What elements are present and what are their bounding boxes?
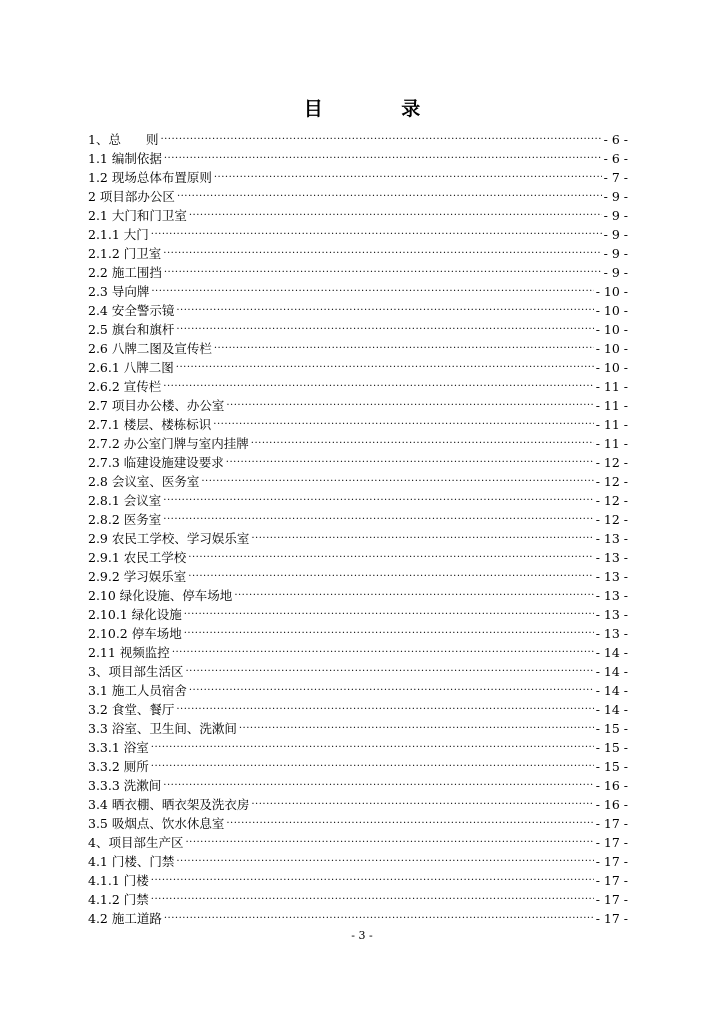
toc-entry-label: 2.1.1 大门 [88,227,149,242]
toc-entry-label: 2.9 农民工学校、学习娱乐室 [88,531,250,546]
toc-entry-page: - 14 - [595,702,628,717]
toc-entry-page: - 9 - [603,265,628,280]
toc-entry-label: 3.3.3 洗漱间 [88,778,162,793]
toc-entry[interactable] [88,372,628,394]
toc-entry-page: - 17 - [595,892,628,907]
toc-leader-dots [162,258,602,277]
toc-entry-page: - 11 - [595,417,628,432]
toc-entry-label: 2.7.1 楼层、楼栋标识 [88,417,212,432]
toc-entry-page: - 10 - [595,322,628,337]
toc-entry-page: - 7 - [603,170,628,185]
toc-entry-label: 4、项目部生产区 [88,835,184,850]
toc-entry-page: - 13 - [595,588,628,603]
toc-leader-dots [174,847,593,866]
toc-entry-label: 3.3.2 厕所 [88,759,149,774]
toc-entry-page: - 6 - [603,132,628,147]
toc-leader-dots [149,220,602,239]
toc-leader-dots [224,448,594,467]
toc-entry-label: 2.8.1 会议室 [88,493,162,508]
toc-entry-page: - 12 - [595,493,628,508]
toc-entry-label: 2.9.2 学习娱乐室 [88,569,187,584]
toc-entry-page: - 16 - [595,778,628,793]
toc-entry[interactable] [88,904,628,926]
toc-entry-label: 2.7.2 办公室门牌与室内挂牌 [88,436,249,451]
toc-entry-label: 3.4 晒衣棚、晒衣架及洗衣房 [88,797,250,812]
toc-entry-page: - 13 - [595,550,628,565]
toc-leader-dots [212,163,602,182]
toc-leader-dots [249,524,593,543]
toc-entry-label: 3.5 吸烟点、饮水休息室 [88,816,225,831]
toc-entry-page: - 14 - [595,664,628,679]
toc-entry-page: - 13 - [595,569,628,584]
toc-entry-label: 2.5 旗台和旗杆 [88,322,175,337]
toc-entry-label: 2.10 绿化设施、停车场地 [88,588,233,603]
toc-entry[interactable] [88,885,628,907]
page-number: - 3 - [351,929,373,942]
toc-entry-label: 3.2 食堂、餐厅 [88,702,175,717]
toc-entry[interactable] [88,733,628,755]
toc-entry-label: 1.1 编制依据 [88,151,162,166]
toc-leader-dots [237,714,594,733]
toc-leader-dots [149,885,594,904]
toc-entry-page: - 14 - [595,683,628,698]
toc-entry[interactable] [88,752,628,774]
toc-entry[interactable] [88,125,628,147]
toc-entry-page: - 9 - [603,208,628,223]
toc-entry-page: - 10 - [595,360,628,375]
toc-entry[interactable] [88,771,628,793]
toc-entry-label: 4.1.2 门禁 [88,892,149,907]
toc-leader-dots [174,695,593,714]
toc-leader-dots [199,467,593,486]
toc-entry-page: - 12 - [595,512,628,527]
toc-entry-page: - 11 - [595,379,628,394]
toc-entry-page: - 17 - [595,835,628,850]
toc-entry-page: - 15 - [595,740,628,755]
toc-leader-dots [175,182,602,201]
toc-entry-page: - 14 - [595,645,628,660]
toc-entry-page: - 12 - [595,474,628,489]
toc-entry-page: - 11 - [595,436,628,451]
toc-entry-label: 1.2 现场总体布置原则 [88,170,212,185]
toc-entry-label: 4.2 施工道路 [88,911,162,926]
toc-leader-dots [162,904,594,923]
toc-entry[interactable] [88,296,628,318]
toc-leader-dots [186,562,593,581]
toc-entry-label: 2.10.2 停车场地 [88,626,182,641]
toc-leader-dots [174,315,593,334]
toc-leader-dots [224,391,593,410]
toc-entry-page: - 17 - [595,854,628,869]
toc-entry-label: 3.1 施工人员宿舍 [88,683,187,698]
toc-leader-dots [174,353,594,372]
toc-leader-dots [182,619,594,638]
toc-leader-dots [187,676,594,695]
toc-entry-label: 3.3.1 浴室 [88,740,149,755]
toc-entry-label: 2 项目部办公区 [88,189,175,204]
toc-entry-label: 2.6.2 宣传栏 [88,379,162,394]
toc-entry-page: - 10 - [595,303,628,318]
toc-entry-page: - 13 - [595,531,628,546]
toc-leader-dots [186,543,593,562]
table-of-contents [88,125,628,926]
toc-entry-page: - 9 - [603,189,628,204]
toc-entry-page: - 10 - [595,341,628,356]
toc-leader-dots [158,125,601,144]
toc-entry[interactable] [88,144,628,166]
toc-entry-page: - 15 - [595,759,628,774]
toc-entry-label: 4.1.1 门楼 [88,873,149,888]
toc-entry-page: - 9 - [603,227,628,242]
toc-entry-page: - 15 - [595,721,628,736]
toc-entry-page: - 17 - [595,816,628,831]
toc-entry-label: 1、总 则 [88,132,159,147]
toc-entry[interactable] [88,277,628,299]
toc-leader-dots [161,486,593,505]
toc-leader-dots [183,657,593,676]
toc-entry-label: 2.11 视频监控 [88,645,170,660]
toc-entry-page: - 17 - [595,873,628,888]
toc-entry-label: 2.6.1 八牌二图 [88,360,174,375]
toc-entry-label: 2.6 八牌二图及宣传栏 [88,341,212,356]
toc-leader-dots [182,600,594,619]
toc-entry-label: 2.10.1 绿化设施 [88,607,182,622]
toc-entry[interactable] [88,790,628,812]
toc-entry[interactable] [88,391,628,413]
toc-entry-label: 2.7.3 临建设施建设要求 [88,455,224,470]
toc-leader-dots [161,771,593,790]
toc-leader-dots [249,790,593,809]
toc-entry[interactable] [88,505,628,527]
toc-entry[interactable] [88,524,628,546]
toc-entry-label: 2.8.2 医务室 [88,512,162,527]
toc-leader-dots [170,638,594,657]
toc-entry-label: 3、项目部生活区 [88,664,184,679]
toc-entry-page: - 11 - [595,398,628,413]
toc-entry[interactable] [88,638,628,660]
toc-entry-page: - 13 - [595,607,628,622]
toc-entry-label: 2.4 安全警示镜 [88,303,175,318]
toc-leader-dots [183,828,593,847]
toc-leader-dots [161,372,593,391]
toc-entry[interactable] [88,866,628,888]
toc-entry[interactable] [88,258,628,280]
page-title: 目 录 [303,98,457,120]
toc-leader-dots [149,752,594,771]
toc-leader-dots [211,410,593,429]
toc-leader-dots [224,809,593,828]
toc-entry-label: 2.7 项目办公楼、办公室 [88,398,225,413]
toc-entry-label: 2.1 大门和门卫室 [88,208,187,223]
toc-entry[interactable] [88,486,628,508]
toc-entry[interactable] [88,239,628,261]
toc-entry-label: 2.2 施工围挡 [88,265,162,280]
toc-entry-page: - 9 - [603,246,628,261]
toc-leader-dots [149,733,594,752]
toc-entry-label: 2.3 导向牌 [88,284,150,299]
toc-entry-page: - 16 - [595,797,628,812]
toc-entry-page: - 10 - [595,284,628,299]
toc-entry-label: 2.9.1 农民工学校 [88,550,187,565]
toc-entry-label: 2.8 会议室、医务室 [88,474,200,489]
toc-entry-label: 4.1 门楼、门禁 [88,854,175,869]
toc-entry-page: - 17 - [595,911,628,926]
toc-leader-dots [212,334,594,353]
toc-leader-dots [149,866,594,885]
toc-entry[interactable] [88,163,628,185]
toc-leader-dots [162,144,602,163]
toc-leader-dots [161,505,593,524]
toc-leader-dots [161,239,601,258]
toc-leader-dots [149,277,593,296]
toc-leader-dots [249,429,594,448]
toc-entry[interactable] [88,220,628,242]
toc-leader-dots [187,201,602,220]
toc-entry-label: 3.3 浴室、卫生间、洗漱间 [88,721,237,736]
toc-entry-page: - 6 - [603,151,628,166]
toc-entry-label: 2.1.2 门卫室 [88,246,162,261]
toc-leader-dots [174,296,593,315]
toc-leader-dots [232,581,593,600]
toc-entry-page: - 12 - [595,455,628,470]
toc-entry-page: - 13 - [595,626,628,641]
